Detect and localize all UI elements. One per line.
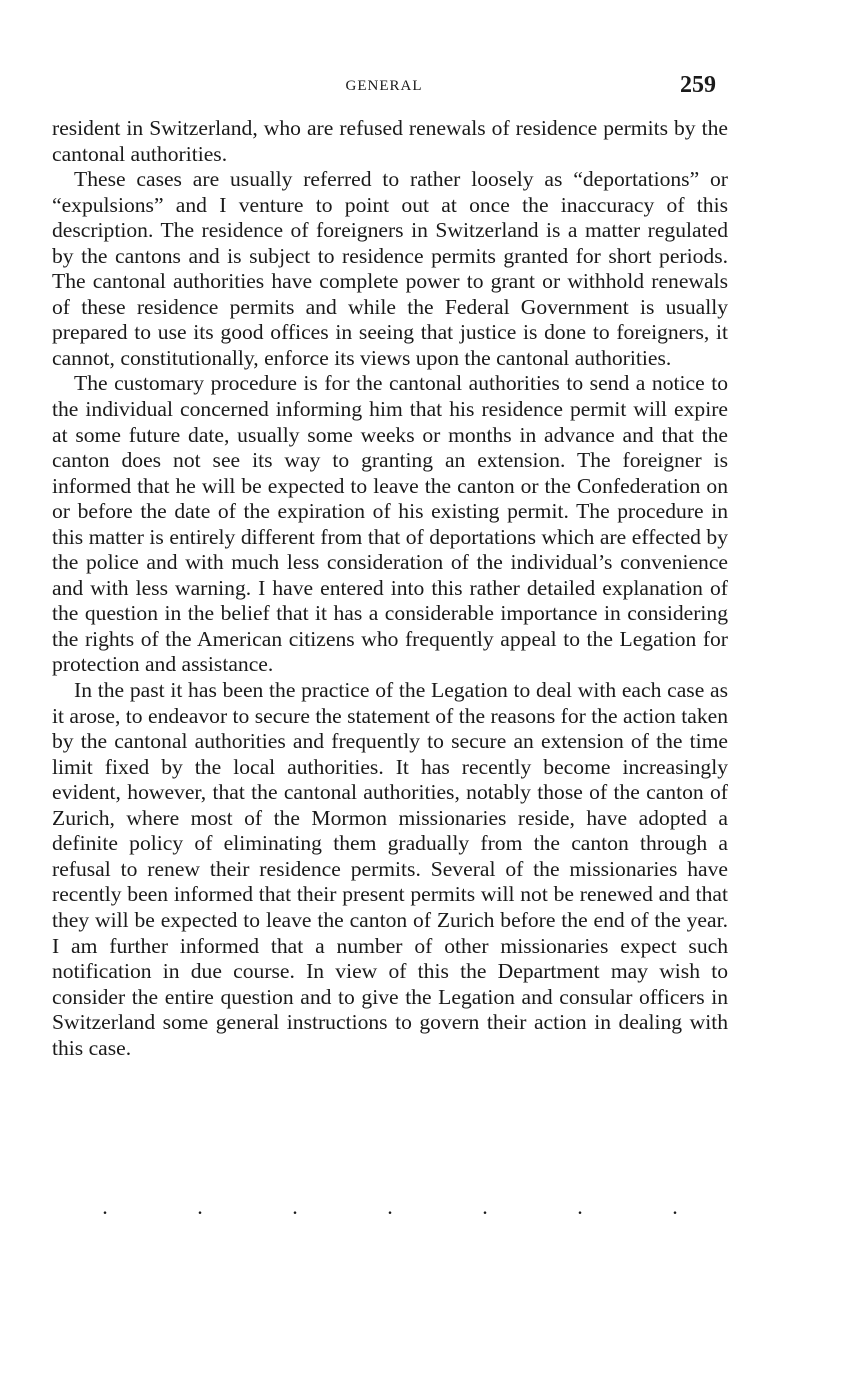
omission-dot: .	[197, 1194, 203, 1219]
paragraph: These cases are usually referred to rather loosely as “deportations” or “expulsions” and I venture to point out at once the inaccuracy of this description. The residence of foreigners in Switzerland is a matter regulated by the cantons and is subject to residence permits granted for short periods. The cantonal authorities have complete power to grant or withhold renewals of these residence permits and while the Federal Government is usually prepared to use its good offices in seeing that justice is done to foreigners, it cannot, constitutionally, enforce its views upon the cantonal authorities.	[52, 167, 728, 370]
running-title: GENERAL	[345, 78, 423, 94]
omission-marks	[60, 1196, 720, 1218]
paragraph: The customary procedure is for the cantonal authorities to send a notice to the individual concerned informing him that his residence permit will expire at some future date, usually some weeks or months in advance and that the canton does not see its way to granting an extension. The foreigner is informed that he will be expected to leave the canton or the Confederation on or before the date of the expiration of his existing permit. The procedure in this matter is entirely different from that of deportations which are effected by the police and with much less consideration of the individual’s convenience and with less warning. I have entered into this rather detailed explanation of the question in the belief that it has a considerable importance in considering the rights of the American citizens who frequently appeal to the Legation for protection and assistance.	[52, 371, 728, 677]
omission-dot: .	[482, 1194, 488, 1219]
paragraph-continued: resident in Switzerland, who are refused renewals of residence permits by the cantonal authorities.	[52, 116, 728, 166]
omission-dot: .	[292, 1194, 298, 1219]
paragraph: In the past it has been the practice of the Legation to deal with each case as it arose, to endeavor to secure the statement of the reasons for the action taken by the cantonal authorities and frequently to secure an extension of the time limit fixed by the local authorities. It has recently become increasingly evident, however, that the cantonal authorities, notably those of the canton of Zurich, where most of the Mormon missionaries reside, have adopted a definite policy of eliminating them gradually from the canton through a refusal to renew their residence permits. Several of the missionaries have recently been informed that their present permits will not be renewed and that they will be expected to leave the canton of Zurich before the end of the year. I am further informed that a number of other missionaries expect such notification in due course. In view of this the Department may wish to consider the entire question and to give the Legation and consular officers in Switzerland some general instructions to govern their action in dealing with this case.	[52, 678, 728, 1060]
page-number: 259	[680, 72, 716, 98]
omission-dot: .	[387, 1194, 393, 1219]
omission-dot: .	[577, 1194, 583, 1219]
body-text	[52, 116, 728, 1061]
omission-dot: .	[102, 1194, 108, 1219]
omission-dot: .	[672, 1194, 678, 1219]
running-head	[52, 72, 716, 104]
